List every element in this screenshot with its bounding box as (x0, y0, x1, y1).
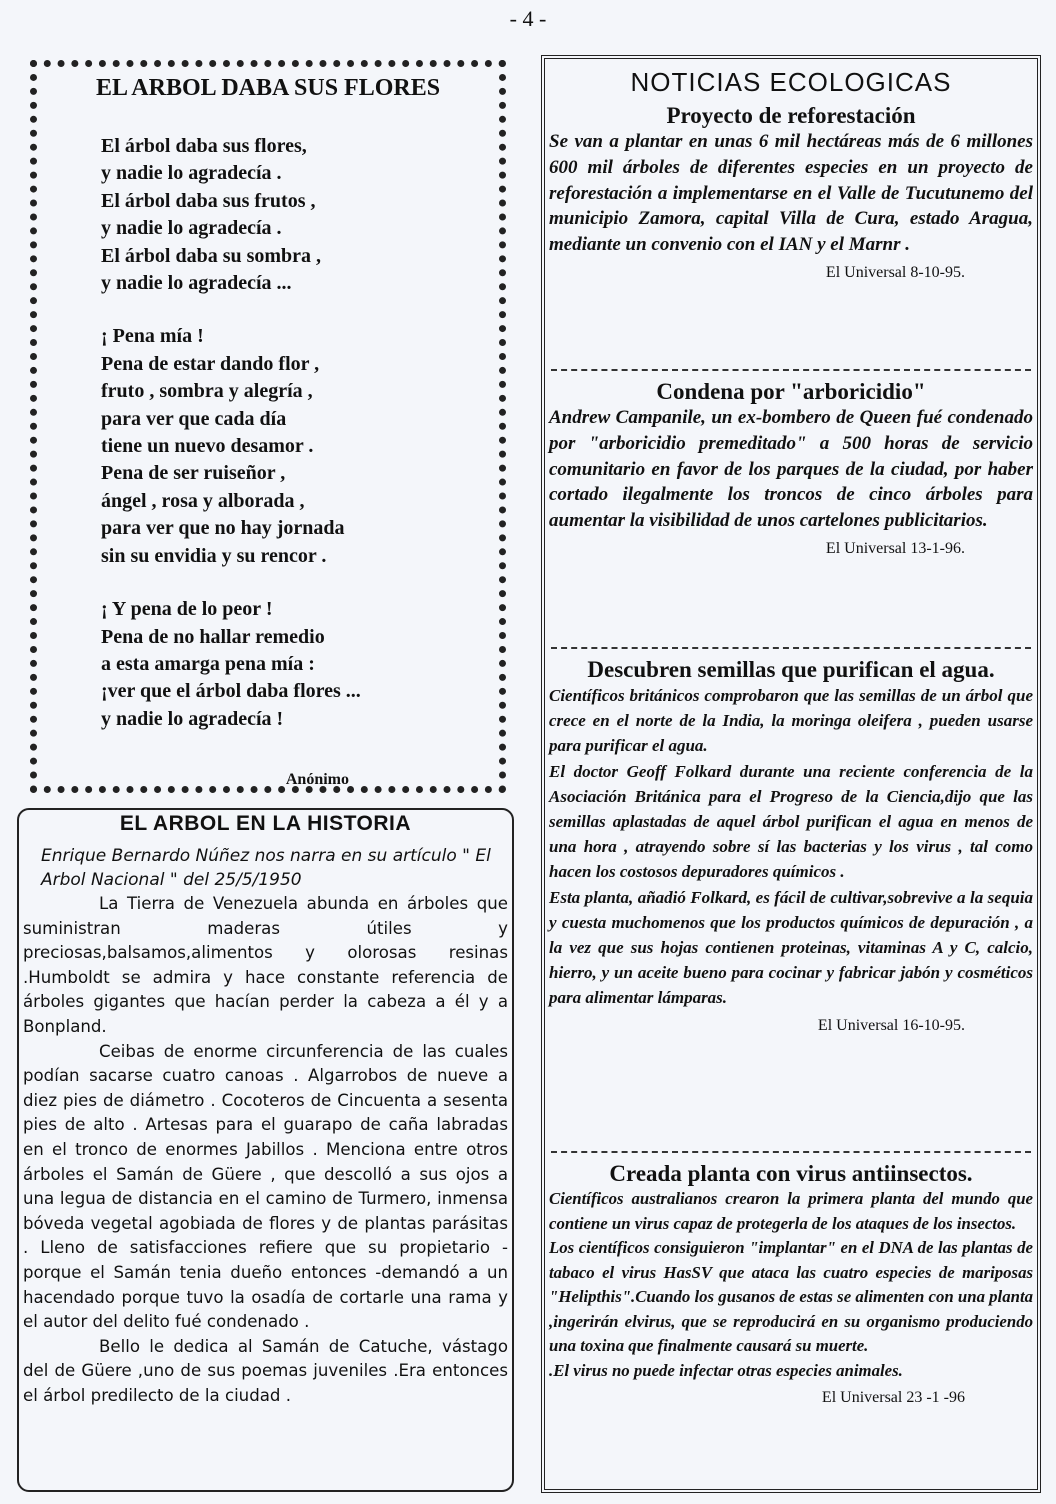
article-source: El Universal 8-10-95. (825, 263, 965, 281)
poem-stanza-2 (101, 323, 501, 570)
news-article-reforestation (545, 103, 1037, 282)
article-headline: Condena por "arboricidio" (656, 379, 926, 404)
poem-verse: para ver que no hay jornada (101, 517, 345, 540)
article-source: El Universal 16-10-95. (817, 1016, 965, 1034)
article-paragraph: Científicos británicos comprobaron que las semillas de un árbol que crece en el norte de la India, la moringa oleifera , pueden usarse para purificar el agua. (549, 686, 1033, 756)
poem-verse: El árbol daba su sombra , (101, 244, 322, 267)
history-box (17, 808, 514, 1492)
poem-verse: y nadie lo agradecía . (101, 162, 282, 185)
page-number: - 4 - (509, 6, 547, 31)
poem-verse: a esta amarga pena mía : (101, 652, 315, 675)
article-separator (551, 647, 1031, 649)
poem-verse: ángel , rosa y alborada , (101, 489, 305, 512)
history-paragraph: Ceibas de enorme circunferencia de las cuales podían sacarse cuatro canoas . Algarrobos de nueve a diez pies de diámetro . Cocoteros de Cincuenta a sesenta pies de alto . Artesas para el guarapo de caña labradas en el tronco de enormes Jabillos . Menciona entre otros árboles el Samán de Güere , que descolló a sus ojos a una legua de distancia en el camino de Turmero, inmensa bóveda vegetal agobiada de flores y de plantas parásitas . Lleno de satisfacciones refiere que su propietario - porque el Samán tenia dueño entonces -demandó a un hacendado porque tuvo la osadía de cortarle una rama y el autor del delito fué condenado . (23, 1041, 508, 1332)
news-article-arboricidio (545, 379, 1037, 558)
poem-verse: Pena de estar dando flor , (101, 352, 320, 375)
article-headline: Proyecto de reforestación (666, 103, 916, 128)
article-body: Se van a plantar en unas 6 mil hectáreas más de 6 millones 600 mil árboles de diferentes especies en un proyecto de reforestación a implementarse en el Valle de Tucutunemo del municipio Zamora, capital Villa de Cura, estado Aragua, mediante un convenio con el IAN y el Marnr . (549, 131, 1033, 256)
poem-verse: tiene un nuevo desamor . (101, 435, 314, 458)
article-body: Andrew Campanile, un ex-bombero de Queen fué condenado por "arboricidio premeditado" a 500 horas de servicio comunitario en favor de los parques de la ciudad, por haber cortado ilegalmente los troncos de cinco árboles para aumentar la visibilidad de unos cartelones publicitarios. (549, 407, 1033, 532)
poem-title: EL ARBOL DABA SUS FLORES (95, 75, 441, 101)
news-title: NOTICIAS ECOLOGICAS (630, 67, 952, 97)
poem-body (101, 133, 501, 759)
poem-author: Anónimo (285, 771, 349, 788)
poem-verse: ¡ Pena mía ! (101, 325, 204, 348)
article-source: El Universal 13-1-96. (825, 539, 965, 557)
poem-verse: fruto , sombra y alegría , (101, 380, 313, 403)
poem-stanza-1 (101, 133, 501, 297)
article-source: El Universal 23 -1 -96 (821, 1389, 965, 1406)
article-headline: Descubren semillas que purifican el agua. (587, 657, 995, 682)
article-separator (551, 1151, 1031, 1153)
poem-verse: y nadie lo agradecía . (101, 217, 282, 240)
poem-verse: y nadie lo agradecía ! (101, 707, 284, 730)
poem-verse: Pena de no hallar remedio (101, 625, 325, 648)
poem-verse: Pena de ser ruiseñor , (101, 462, 286, 485)
history-title: EL ARBOL EN LA HISTORIA (119, 812, 412, 835)
article-paragraph: Los científicos consiguieron "implantar" en el DNA de las plantas de tabaco el virus HasSV que ataca las cuatro especies de mariposas "Helipthis".Cuando los gusanos de estas se alimenten con una planta ,ingerirán elvirus, que se reproducirá en su organismo produciendo una toxina que finalmente causará su muerte. (549, 1238, 1033, 1355)
poem-verse: El árbol daba sus frutos , (101, 189, 316, 212)
poem-stanza-3 (101, 596, 501, 733)
poem-verse: ¡ Y pena de lo peor ! (101, 598, 273, 621)
article-paragraph: .El virus no puede infectar otras especies animales. (549, 1360, 903, 1380)
poem-verse: y nadie lo agradecía ... (101, 272, 292, 295)
news-box (541, 55, 1041, 1493)
news-article-seeds (545, 657, 1037, 1035)
poem-box (30, 60, 506, 793)
article-paragraph: Esta planta, añadió Folkard, es fácil de cultivar,sobrevive a la sequia y cuesta muchomenos que los productos químicos de depuración , a la vez que sus hojas contienen proteinas, vitaminas A y C, calcio, hierro, y un aceite bueno para cocinar y fabricar jabón y cosméticos para alimentar lámparas. (549, 887, 1033, 1008)
article-headline: Creada planta con virus antiinsectos. (609, 1161, 973, 1186)
history-intro: Enrique Bernardo Núñez nos narra en su artículo " El Arbol Nacional " del 25/5/1950 (41, 846, 491, 890)
poem-verse: sin su envidia y su rencor . (101, 544, 327, 567)
history-body (23, 892, 508, 1408)
poem-verse: ¡ver que el árbol daba flores ... (101, 680, 361, 703)
news-article-virus-plant (545, 1161, 1037, 1407)
history-paragraph: La Tierra de Venezuela abunda en árboles que suministran maderas útiles y preciosas,balsamos,alimentos y olorosas resinas .Humboldt se admira y hace constante referencia de árboles gigantes que hacían perder la cabeza a él y a Bonpland. (23, 894, 508, 1036)
poem-verse: para ver que cada día (101, 407, 287, 430)
article-paragraph: Científicos australianos crearon la primera planta del mundo que contiene un virus capaz de protegerla de los ataques de los insectos. (549, 1189, 1033, 1233)
article-separator (551, 369, 1031, 371)
history-paragraph: Bello le dedica al Samán de Catuche, vástago del de Güere ,uno de sus poemas juveniles .Era entonces el árbol predilecto de la ciudad . (23, 1336, 508, 1405)
poem-verse: El árbol daba sus flores, (101, 135, 307, 157)
article-paragraph: El doctor Geoff Folkard durante una reciente conferencia de la Asociación Británica para el Progreso de la Ciencia,dijo que las semillas aplastadas de aquel árbol purifican el agua en menos de una hora , atrayendo sobre sí las bacterias y los virus , tal como hacen los costosos depuradores químicos . (549, 761, 1033, 882)
